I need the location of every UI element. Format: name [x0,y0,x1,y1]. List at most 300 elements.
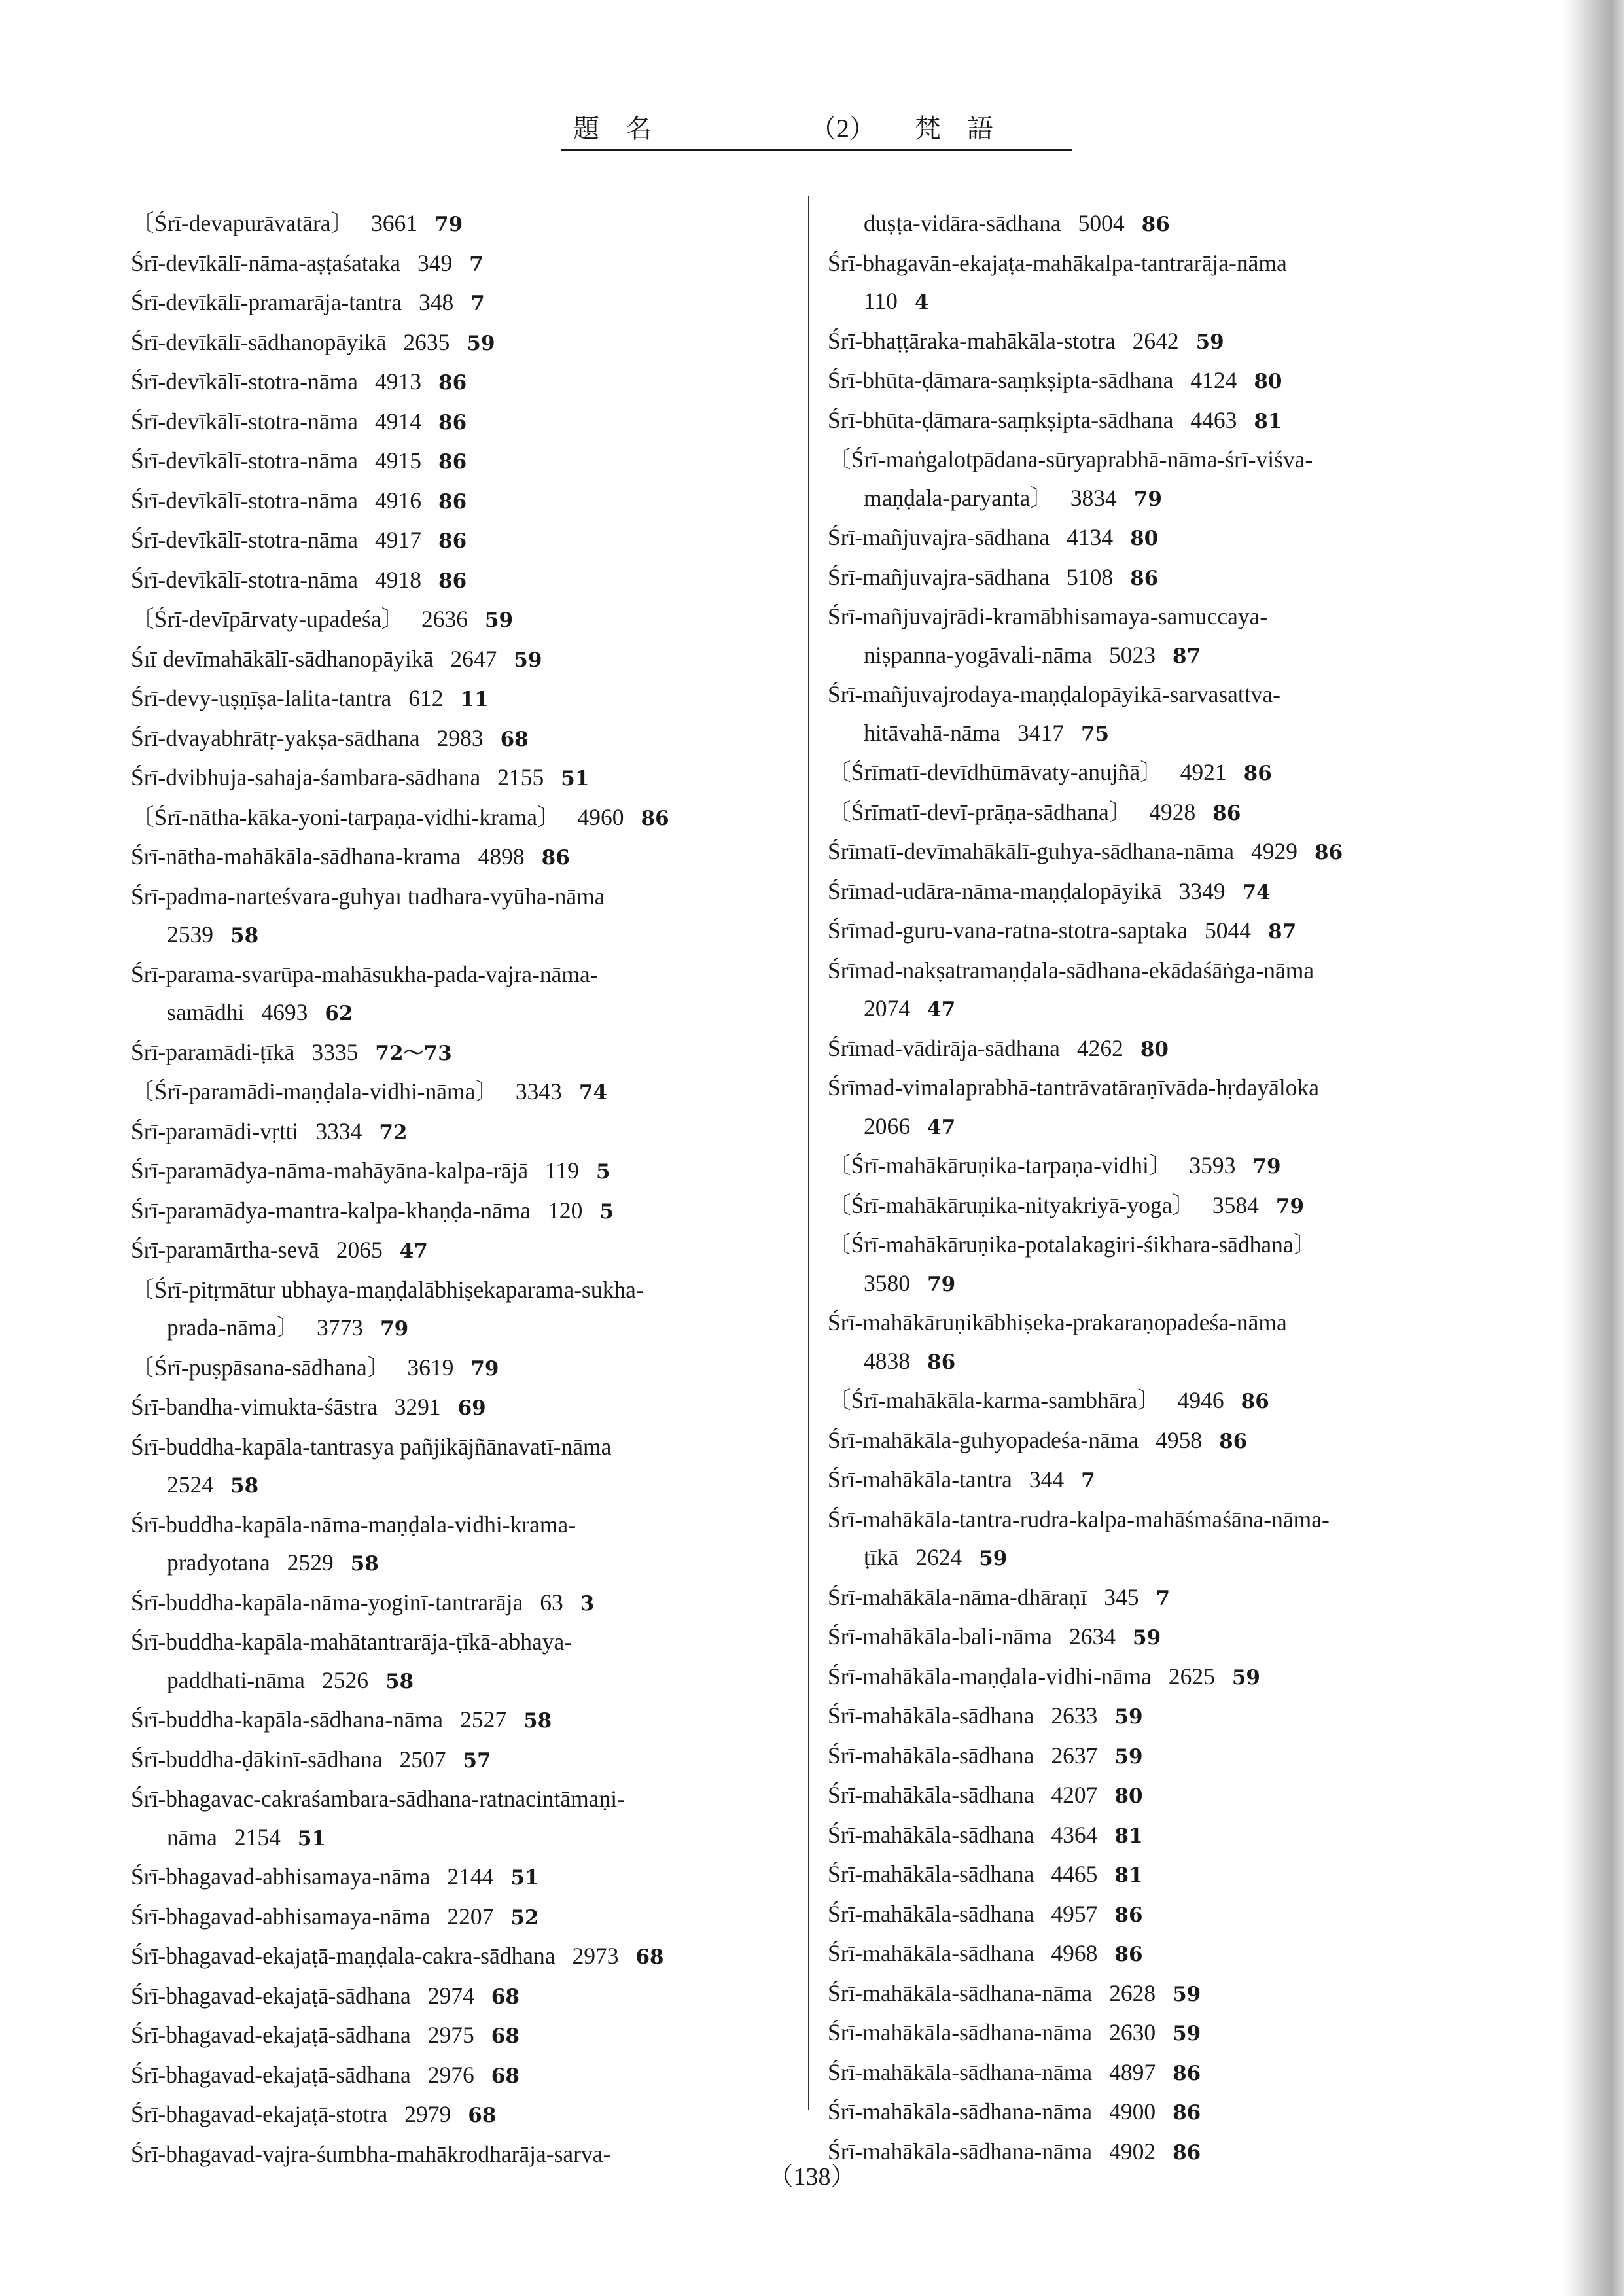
page-reference: 86 [1173,2101,1201,2125]
index-entry [828,1342,1502,1382]
catalog-number: 4914 [375,408,421,434]
index-entry [828,2093,1502,2132]
catalog-number: 3584 [1212,1192,1259,1218]
index-entry [131,1740,798,1780]
page-reference: 57 [463,1748,491,1773]
catalog-number: 4960 [577,804,624,830]
page-reference: 86 [1114,1943,1143,1966]
entry-title: Śrī-mahākāla-sādhana-nāma [828,1979,1093,2006]
index-entry [828,597,1502,636]
entry-title: 〔Śrī-mahākāruṇika-tarpaṇa-vidhi〕 [828,1152,1173,1178]
page-reference: 86 [1114,1903,1143,1927]
page-reference: 59 [484,609,514,632]
page-reference: 79 [927,1272,956,1296]
entry-title: Śrī-bhagavad-abhisamaya-nāma [131,1903,431,1930]
catalog-number: 2976 [427,2061,474,2088]
entry-title: Śrī-dvayabhrātṛ-yakṣa-sādhana [131,724,420,751]
entry-title: Śrī-paramādi-ṭīkā [131,1038,295,1065]
catalog-number: 344 [1029,1466,1065,1492]
index-entry [131,915,798,955]
entry-title: Śrī-buddha-kapāla-nāma-yoginī-tantrarāja [131,1589,523,1616]
entry-title: nāma [167,1824,217,1850]
page-reference: 81 [1254,409,1282,433]
entry-title: samādhi [167,999,245,1025]
index-entry [131,1072,798,1112]
index-entry [131,1428,798,1466]
page-reference: 86 [438,410,467,434]
catalog-number: 3661 [371,210,418,236]
catalog-number: 110 [864,288,898,314]
entry-title: Śrī-bhūta-ḍāmara-saṃkṣipta-sādhana [828,367,1174,393]
catalog-number: 2524 [167,1472,213,1498]
page-reference: 59 [1173,2022,1201,2045]
catalog-number: 4898 [478,843,525,870]
index-entry [828,244,1502,283]
page-reference: 81 [1114,1863,1143,1887]
page-number: （138） [768,2163,856,2191]
index-entry [131,838,798,877]
entry-title: Śrī-buddha-kapāla-tantrasya pañjikājñānavatī-nāma [131,1433,612,1460]
entry-title: Śrī-bhagavad-ekajaṭā-stotra [131,2101,388,2127]
index-entry [828,282,1502,322]
catalog-number: 4693 [261,999,308,1025]
entry-title: Śrī-dvibhuja-sahaja-śambara-sādhana [131,764,481,790]
catalog-number: 5108 [1067,563,1114,590]
page-reference: 80 [1140,1037,1169,1061]
catalog-number: 4921 [1180,759,1227,785]
entry-title: Śrī-paramādi-vṛtti [131,1118,299,1144]
index-entry [131,1661,798,1701]
entry-title: 〔Śrī-devapurāvatāra〕 [131,210,355,236]
entry-title: Śrī-parama-svarūpa-mahāsukha-pada-vajra-nāma- [131,961,598,987]
index-entry [131,362,798,402]
page-reference: 79 [470,1356,499,1381]
index-entry [828,1776,1502,1816]
index-entry [131,877,798,916]
catalog-number: 2154 [234,1824,281,1850]
index-entry [131,204,798,244]
page-reference: 51 [561,767,590,790]
page-reference: 86 [438,489,467,514]
index-entry [828,479,1502,519]
entry-title: Śrī-mahākāruṇikābhiṣeka-prakaraṇopadeśa-nāma [828,1309,1287,1335]
page-reference: 68 [468,2104,497,2127]
page-reference: 59 [1195,330,1224,354]
index-entry [828,1974,1502,2014]
catalog-number: 2074 [864,995,910,1021]
entry-title: Śrī-mahākāla-sādhana [828,1900,1034,1927]
catalog-number: 2636 [421,606,468,632]
catalog-number: 2647 [450,645,497,672]
entry-title: 〔Śrī-mahākāruṇika-potalakagiri-śikhara-sādhana〕 [828,1231,1317,1258]
page-reference: 3 [580,1591,595,1616]
catalog-number: 4463 [1190,406,1237,433]
page-reference: 58 [230,924,259,947]
index-entry [828,322,1502,362]
page-reference: 52 [510,1905,539,1930]
index-entry [828,753,1502,793]
right-column [828,204,1502,2172]
running-header [561,109,1072,151]
entry-title: 〔Śrīmatī-devī-prāṇa-sādhana〕 [828,798,1133,825]
index-entry [828,1538,1502,1578]
catalog-number: 3349 [1178,877,1226,904]
scan-edge-shadow [1562,0,1624,2296]
index-entry [828,793,1502,833]
header-section-number: （2） [810,114,875,143]
catalog-number: 4134 [1067,524,1114,550]
catalog-number: 4946 [1177,1387,1224,1413]
index-entry [131,1898,798,1937]
entry-title: Śrī-mahākāla-sādhana-nāma [828,2138,1093,2164]
entry-title: pradyotana [167,1549,270,1576]
page-reference: 59 [1133,1626,1161,1650]
catalog-number: 2526 [321,1667,368,1693]
index-entry [131,719,798,759]
page-reference: 86 [541,846,570,870]
page-reference: 68 [500,727,529,751]
index-entry [131,1033,798,1073]
page-reference: 86 [1212,801,1241,825]
index-entry [828,1657,1502,1697]
entry-title: Śrī-mahākāla-sādhana-nāma [828,2098,1093,2125]
catalog-number: 3417 [1017,719,1064,746]
catalog-number: 2507 [399,1746,446,1773]
entry-title: Śrī-mañjuvajrādi-kramābhisamaya-samuccaya- [828,603,1268,629]
index-entry [131,640,798,680]
entry-title: paddhati-nāma [167,1667,305,1693]
catalog-number: 4207 [1051,1782,1098,1808]
catalog-number: 348 [418,289,454,315]
page-reference: 47 [927,998,956,1021]
catalog-number: 4900 [1109,2098,1156,2125]
index-entry [131,1152,798,1192]
entry-title: hitāvahā-nāma [864,719,1000,746]
entry-title: Śrī-bhagavad-ekajaṭā-sādhana [131,2022,411,2048]
catalog-number: 2539 [167,921,213,947]
index-entry [131,1466,798,1506]
index-entry [828,1381,1502,1421]
catalog-number: 4918 [375,566,421,593]
entry-title: Śrī-bhagavad-vajra-śumbha-mahākrodharāja-sarva- [131,2140,611,2167]
index-entry [828,951,1502,990]
entry-title: 〔Śrī-mahākāla-karma-sambhāra〕 [828,1387,1161,1413]
catalog-number: 3593 [1189,1152,1236,1178]
catalog-number: 4124 [1190,367,1237,393]
catalog-number: 5044 [1205,917,1252,944]
index-entry [828,1226,1502,1264]
page-reference: 86 [1243,762,1272,785]
page-reference: 72 [379,1120,408,1144]
index-entry [131,1858,798,1898]
index-entry [131,1231,798,1271]
entry-title: 〔Śrī-paramādi-maṇḍala-vidhi-nāma〕 [131,1078,499,1104]
page-reference: 86 [1219,1429,1248,1453]
page-reference: 58 [523,1709,552,1733]
entry-title: Śrī-mahākāla-tantra-rudra-kalpa-mahāśmaśāna-nāma- [828,1506,1330,1532]
index-entry [828,1617,1502,1657]
catalog-number: 3335 [311,1038,359,1065]
entry-title: Śrī-devīkālī-stotra-nāma [131,448,358,474]
catalog-number: 5004 [1078,210,1125,236]
page-reference: 59 [1173,1982,1201,2006]
index-entry [131,402,798,442]
entry-title: 〔Śrī-pitṛmātur ubhaya-maṇḍalābhiṣekaparama-sukha- [131,1276,644,1303]
catalog-number: 2630 [1109,2019,1156,2045]
entry-title: Śrī-bandha-vimukta-śāstra [131,1394,378,1420]
catalog-number: 4957 [1051,1900,1098,1927]
entry-title: Śrī-mahākāla-sādhana [828,1940,1034,1966]
page-reference: 7 [470,292,485,315]
entry-title: Śrī-paramārtha-sevā [131,1237,319,1263]
catalog-number: 2637 [1051,1742,1098,1769]
entry-title: Śrī-devīkālī-sādhanopāyikā [131,328,387,355]
entry-title: Śrī-bhagavad-ekajaṭā-maṇḍala-cakra-sādhana [131,1943,556,1969]
catalog-number: 3291 [394,1394,441,1420]
catalog-number: 2979 [404,2101,451,2127]
entry-title: Śrī-mahākāla-sādhana [828,1742,1034,1769]
page-reference: 59 [467,331,495,355]
entry-title: Śrī-mahākāla-sādhana [828,1782,1034,1808]
index-entry [131,482,798,521]
index-entry [131,1583,798,1623]
catalog-number: 2207 [447,1903,494,1930]
catalog-number: 4968 [1051,1940,1098,1966]
catalog-number: 63 [540,1589,563,1616]
entry-title: Śrī-mahākāla-sādhana [828,1861,1034,1887]
index-entry [131,1192,798,1231]
page-reference: 59 [979,1547,1008,1570]
page-reference: 59 [1114,1744,1143,1769]
index-entry [828,1186,1502,1226]
index-entry [131,1388,798,1428]
index-entry [828,1697,1502,1737]
entry-title: Śrī-padma-narteśvara-guhyaı tıadhara-vyūha-nāma [131,883,605,910]
index-entry [828,361,1502,401]
entry-title: Śrī-devīkālī-stotra-nāma [131,487,358,514]
page-reference: 86 [1141,213,1170,236]
index-entry [131,1937,798,1977]
catalog-number: 2065 [336,1237,383,1263]
index-entry [131,1506,798,1544]
entry-title: Śrī-mahākāla-maṇḍala-vidhi-nāma [828,1663,1152,1689]
catalog-number: 3343 [515,1078,562,1104]
page-reference: 79 [1133,487,1162,511]
entry-title: Śrī-devy-uṣṇīṣa-lalita-tantra [131,685,392,711]
page-reference: 86 [927,1350,956,1374]
index-entry [828,2013,1502,2053]
page-reference: 59 [514,648,542,672]
page-reference: 86 [438,569,467,593]
index-entry [828,1460,1502,1500]
index-entry [828,1146,1502,1186]
page-reference: 68 [491,1985,520,2009]
header-title-right: 梵 語 [915,114,993,143]
entry-title: Śrī-bhūta-ḍāmara-saṃkṣipta-sādhana [828,406,1174,433]
catalog-number: 4917 [375,527,421,553]
page-reference: 62 [325,1002,353,1025]
entry-title: 〔Śrī-puṣpāsana-sādhana〕 [131,1354,391,1381]
page-reference: 51 [297,1826,327,1850]
index-entry [131,758,798,798]
index-entry [828,440,1502,479]
catalog-number: 2527 [460,1706,507,1733]
index-entry [131,1544,798,1583]
page-reference: 80 [1254,370,1282,393]
catalog-number: 3334 [315,1118,362,1144]
index-entry [828,872,1502,912]
catalog-number: 4913 [375,368,421,395]
page-reference: 81 [1114,1824,1143,1848]
catalog-number: 3580 [864,1269,910,1296]
entry-title: Śrī-mahākāla-sādhana-nāma [828,2019,1093,2045]
page-reference: 86 [438,371,467,395]
entry-title: Śrī-bhagavad-ekajaṭā-sādhana [131,1982,411,2009]
catalog-number: 4838 [864,1347,910,1374]
entry-title: Śrī-buddha-kapāla-mahātantrarāja-ṭīkā-abhaya- [131,1629,573,1655]
catalog-number: 4916 [375,487,421,514]
entry-title: Śrī-mañjuvajra-sādhana [828,524,1050,550]
page-reference: 72～73 [375,1041,452,1065]
index-entry [131,283,798,323]
index-entry [828,401,1502,441]
entry-title: Śrī-mahākāla-nāma-dhāraṇī [828,1583,1087,1610]
page-reference: 74 [578,1081,608,1104]
entry-title: Śrī-devīkālī-nāma-aṣṭaśataka [131,249,401,276]
index-entry [828,2053,1502,2093]
index-entry [131,1977,798,2017]
page-reference: 86 [438,529,467,553]
catalog-number: 2635 [403,328,450,355]
entry-title: Śıī devīmahākālī-sādhanopāyikā [131,645,434,672]
catalog-number: 4897 [1109,2058,1156,2085]
index-entry [828,1934,1502,1974]
page-reference: 69 [457,1396,486,1420]
index-entry [828,518,1502,558]
index-entry [828,1303,1502,1342]
page-reference: 7 [1081,1469,1095,1492]
page-reference: 68 [491,2064,520,2088]
index-entry [131,323,798,363]
entry-title: Śrī-mahākāla-sādhana [828,1821,1034,1848]
page-reference: 86 [1241,1390,1269,1413]
index-entry [828,1264,1502,1304]
entry-title: Śrī-bhagavad-abhisamaya-nāma [131,1863,431,1890]
index-entry [828,1737,1502,1776]
index-entry [131,442,798,482]
entry-title: Śrīmatī-devīmahākālī-guhya-sādhana-nāma [828,838,1235,864]
index-entry [828,1107,1502,1147]
catalog-number: 4958 [1156,1426,1203,1453]
page-reference: 86 [1173,2140,1201,2164]
page-reference: 7 [469,252,484,276]
entry-title: Śrī-mañjuvajra-sādhana [828,563,1050,590]
entry-title: Śrī-bhaṭṭāraka-mahākāla-stotra [828,327,1116,354]
entry-title: Śrī-buddha-ḍākinī-sādhana [131,1746,383,1773]
index-entry [131,1112,798,1152]
entry-title: prada-nāma〕 [167,1315,300,1341]
entry-title: Śrī-devīkālī-stotra-nāma [131,527,358,553]
entry-title: Śrī-paramādya-mantra-kalpa-khaṇḍa-nāma [131,1197,531,1224]
catalog-number: 4915 [375,448,421,474]
page-reference: 74 [1242,880,1271,904]
entry-title: ṭīkā [864,1544,899,1570]
catalog-number: 612 [408,685,444,711]
catalog-number: 345 [1104,1583,1139,1610]
page-reference: 58 [230,1474,259,1498]
entry-title: Śrī-mahākāla-tantra [828,1466,1012,1492]
catalog-number: 2974 [427,1982,474,2009]
catalog-number: 5023 [1108,641,1156,668]
catalog-number: 4928 [1149,798,1196,825]
catalog-number: 2633 [1051,1703,1098,1729]
index-entry [828,675,1502,714]
page-reference: 59 [1231,1665,1260,1689]
catalog-number: 4262 [1076,1034,1123,1061]
index-entry [131,2016,798,2056]
index-entry [828,636,1502,676]
entry-title: Śrī-bhagavac-cakraśambara-sādhana-ratnacintāmaṇi- [131,1786,625,1812]
index-entry [828,558,1502,598]
page-reference: 5 [596,1160,610,1184]
page-reference: 86 [1315,841,1343,864]
index-entry [131,561,798,601]
entry-title: Śrī-devīkālī-pramarāja-tantra [131,289,402,315]
entry-title: Śrī-devīkālī-stotra-nāma [131,408,358,434]
index-entry [131,955,798,994]
index-entry [828,204,1502,244]
entry-title: 〔Śrī-maṅgalotpādana-sūryaprabhā-nāma-śrī-viśva- [828,446,1313,472]
entry-title: Śrīmad-vimalaprabhā-tantrāvatāraṇīvāda-hṛdayāloka [828,1074,1320,1101]
page-reference: 75 [1080,722,1110,746]
page-reference: 68 [635,1945,664,1969]
catalog-number: 2628 [1109,1979,1156,2006]
catalog-number: 349 [417,249,453,276]
catalog-number: 2973 [572,1943,619,1969]
catalog-number: 2634 [1069,1623,1116,1650]
index-entry [131,2095,798,2135]
page-reference: 58 [350,1552,379,1576]
entry-title: Śrī-buddha-kapāla-nāma-maṇḍala-vidhi-krama- [131,1511,576,1538]
index-entry [131,679,798,719]
page-reference: 47 [927,1115,956,1139]
page-reference: 51 [510,1866,539,1890]
catalog-number: 3619 [407,1354,454,1381]
index-entry [131,2056,798,2096]
page-reference: 80 [1130,527,1159,550]
page-reference: 80 [1114,1784,1143,1808]
page-reference: 7 [1156,1586,1171,1610]
page-reference: 11 [460,688,489,711]
entry-title: 〔Śrī-mahākāruṇika-nityakriyā-yoga〕 [828,1192,1195,1218]
page-reference: 4 [914,291,929,314]
index-entry [131,1818,798,1858]
index-entry [828,1578,1502,1618]
catalog-number: 4364 [1051,1821,1098,1848]
index-entry [828,714,1502,754]
catalog-number: 2975 [427,2022,474,2048]
catalog-number: 4902 [1109,2138,1156,2164]
index-entry [131,521,798,561]
entry-title: 〔Śrīmatī-devīdhūmāvaty-anujñā〕 [828,759,1163,785]
entry-title: Śrī-devīkālī-stotra-nāma [131,566,358,593]
index-entry [131,1271,798,1309]
index-entry [131,1349,798,1388]
index-entry [131,1780,798,1818]
entry-title: Śrī-nātha-mahākāla-sādhana-krama [131,843,461,870]
catalog-number: 2624 [915,1544,962,1570]
catalog-number: 2983 [436,724,484,751]
